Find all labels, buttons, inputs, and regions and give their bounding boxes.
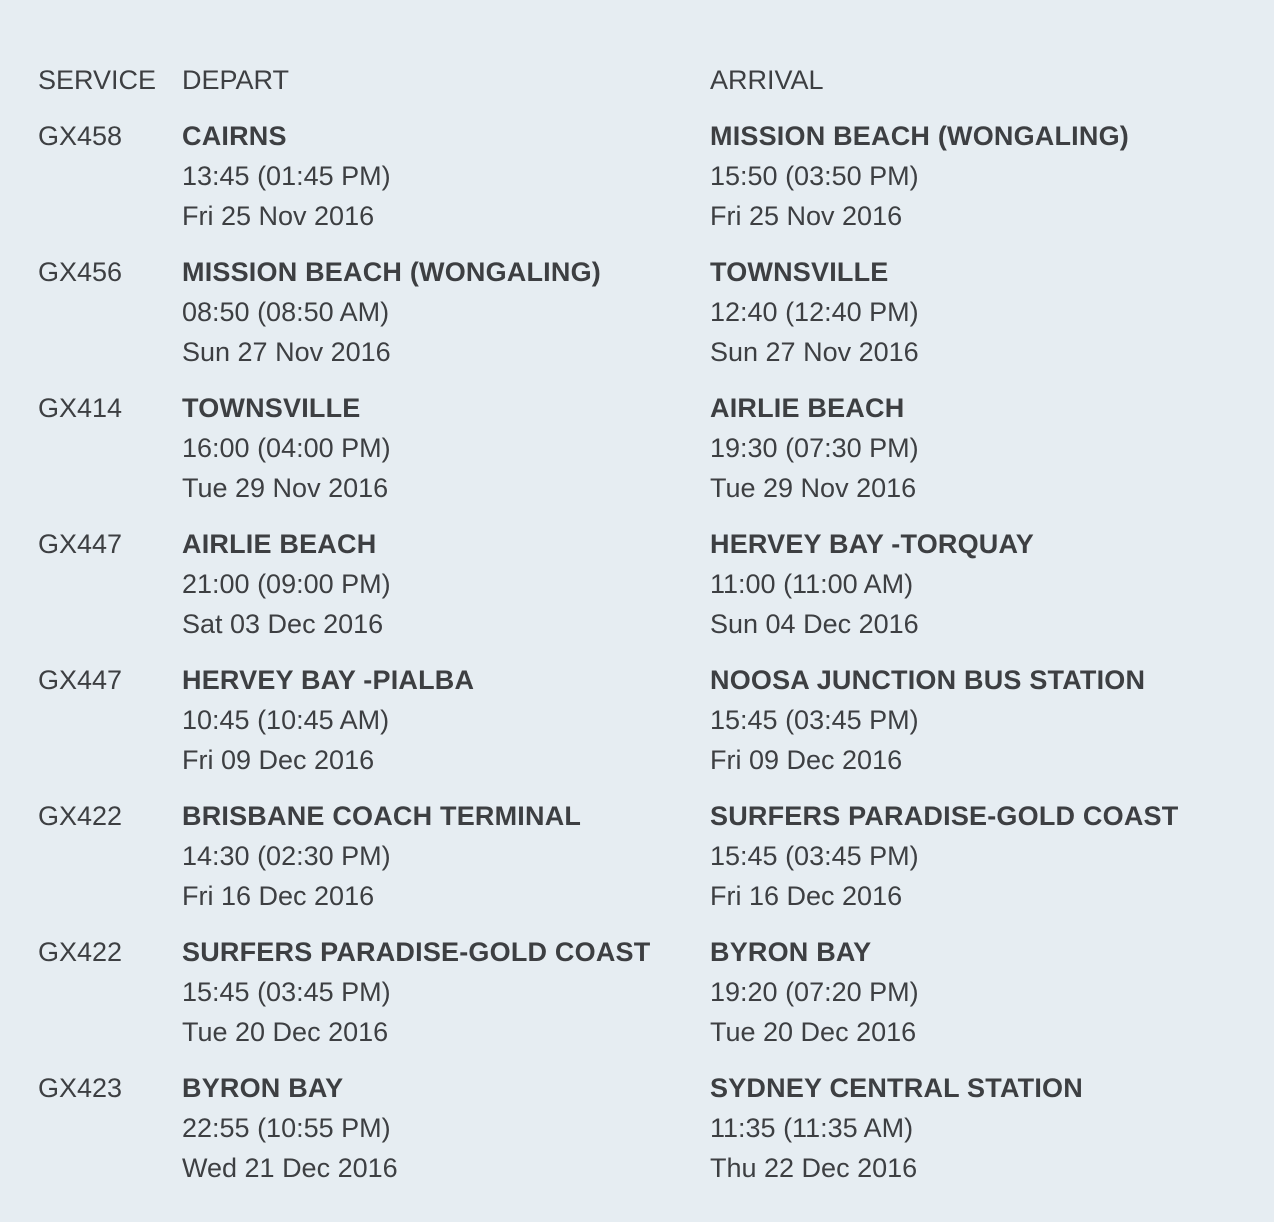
depart-cell bbox=[182, 524, 391, 644]
arrival-time: 15:45 (03:45 PM) bbox=[710, 841, 919, 871]
depart-date: Fri 09 Dec 2016 bbox=[182, 745, 375, 775]
table-row bbox=[38, 932, 1268, 1052]
depart-station: TOWNSVILLE bbox=[182, 393, 361, 423]
table-header bbox=[38, 64, 1268, 96]
depart-station: SURFERS PARADISE-GOLD COAST bbox=[182, 937, 651, 967]
arrival-cell bbox=[710, 1068, 1083, 1188]
arrival-time: 19:30 (07:30 PM) bbox=[710, 433, 919, 463]
arrival-time: 11:35 (11:35 AM) bbox=[710, 1113, 914, 1143]
arrival-date: Sun 04 Dec 2016 bbox=[710, 609, 919, 639]
table-row bbox=[38, 1068, 1268, 1188]
service-code: GX423 bbox=[38, 1073, 123, 1103]
depart-date: Sat 03 Dec 2016 bbox=[182, 609, 384, 639]
arrival-cell bbox=[710, 524, 1034, 644]
service-code: GX414 bbox=[38, 393, 123, 423]
arrival-time: 11:00 (11:00 AM) bbox=[710, 569, 914, 599]
depart-date: Tue 29 Nov 2016 bbox=[182, 473, 389, 503]
arrival-date: Fri 25 Nov 2016 bbox=[710, 201, 903, 231]
depart-cell bbox=[182, 388, 391, 508]
depart-date: Fri 25 Nov 2016 bbox=[182, 201, 375, 231]
arrival-station: NOOSA JUNCTION BUS STATION bbox=[710, 665, 1146, 695]
arrival-cell bbox=[710, 252, 919, 372]
arrival-date: Tue 29 Nov 2016 bbox=[710, 473, 917, 503]
depart-column-header: DEPART bbox=[182, 65, 290, 95]
table-row bbox=[38, 388, 1268, 508]
depart-cell bbox=[182, 252, 601, 372]
table-row bbox=[38, 252, 1268, 372]
arrival-station: SURFERS PARADISE-GOLD COAST bbox=[710, 801, 1179, 831]
service-code: GX447 bbox=[38, 529, 123, 559]
arrival-time: 19:20 (07:20 PM) bbox=[710, 977, 919, 1007]
depart-station: BYRON BAY bbox=[182, 1073, 344, 1103]
depart-station: CAIRNS bbox=[182, 121, 287, 151]
depart-cell bbox=[182, 1068, 398, 1188]
depart-time: 16:00 (04:00 PM) bbox=[182, 433, 391, 463]
depart-time: 22:55 (10:55 PM) bbox=[182, 1113, 391, 1143]
arrival-time: 15:45 (03:45 PM) bbox=[710, 705, 919, 735]
depart-time: 10:45 (10:45 AM) bbox=[182, 705, 390, 735]
arrival-cell bbox=[710, 660, 1145, 780]
arrival-cell bbox=[710, 116, 1129, 236]
arrival-date: Sun 27 Nov 2016 bbox=[710, 337, 919, 367]
arrival-station: TOWNSVILLE bbox=[710, 257, 889, 287]
depart-station: MISSION BEACH (WONGALING) bbox=[182, 257, 601, 287]
service-column-header: SERVICE bbox=[38, 65, 157, 95]
depart-cell bbox=[182, 116, 391, 236]
depart-time: 21:00 (09:00 PM) bbox=[182, 569, 391, 599]
depart-date: Wed 21 Dec 2016 bbox=[182, 1153, 398, 1183]
arrival-station: SYDNEY CENTRAL STATION bbox=[710, 1073, 1083, 1103]
depart-date: Fri 16 Dec 2016 bbox=[182, 881, 375, 911]
table-row bbox=[38, 116, 1268, 236]
depart-cell bbox=[182, 660, 474, 780]
table-row bbox=[38, 796, 1268, 916]
arrival-date: Fri 09 Dec 2016 bbox=[710, 745, 903, 775]
depart-time: 14:30 (02:30 PM) bbox=[182, 841, 391, 871]
table-row bbox=[38, 524, 1268, 644]
depart-date: Tue 20 Dec 2016 bbox=[182, 1017, 389, 1047]
arrival-station: BYRON BAY bbox=[710, 937, 872, 967]
depart-station: BRISBANE COACH TERMINAL bbox=[182, 801, 582, 831]
table-row bbox=[38, 660, 1268, 780]
arrival-date: Thu 22 Dec 2016 bbox=[710, 1153, 918, 1183]
arrival-cell bbox=[710, 932, 919, 1052]
service-code: GX422 bbox=[38, 801, 123, 831]
depart-cell bbox=[182, 796, 581, 916]
service-code: GX456 bbox=[38, 257, 123, 287]
service-code: GX422 bbox=[38, 937, 123, 967]
arrival-station: HERVEY BAY -TORQUAY bbox=[710, 529, 1034, 559]
depart-time: 13:45 (01:45 PM) bbox=[182, 161, 391, 191]
depart-time: 08:50 (08:50 AM) bbox=[182, 297, 390, 327]
arrival-station: AIRLIE BEACH bbox=[710, 393, 905, 423]
service-code: GX458 bbox=[38, 121, 123, 151]
depart-cell bbox=[182, 932, 650, 1052]
arrival-station: MISSION BEACH (WONGALING) bbox=[710, 121, 1129, 151]
depart-station: AIRLIE BEACH bbox=[182, 529, 377, 559]
arrival-time: 15:50 (03:50 PM) bbox=[710, 161, 919, 191]
depart-date: Sun 27 Nov 2016 bbox=[182, 337, 391, 367]
arrival-cell bbox=[710, 796, 1178, 916]
arrival-date: Tue 20 Dec 2016 bbox=[710, 1017, 917, 1047]
depart-time: 15:45 (03:45 PM) bbox=[182, 977, 391, 1007]
arrival-time: 12:40 (12:40 PM) bbox=[710, 297, 919, 327]
depart-station: HERVEY BAY -PIALBA bbox=[182, 665, 475, 695]
arrival-cell bbox=[710, 388, 919, 508]
arrival-date: Fri 16 Dec 2016 bbox=[710, 881, 903, 911]
service-code: GX447 bbox=[38, 665, 123, 695]
arrival-column-header: ARRIVAL bbox=[710, 65, 824, 95]
